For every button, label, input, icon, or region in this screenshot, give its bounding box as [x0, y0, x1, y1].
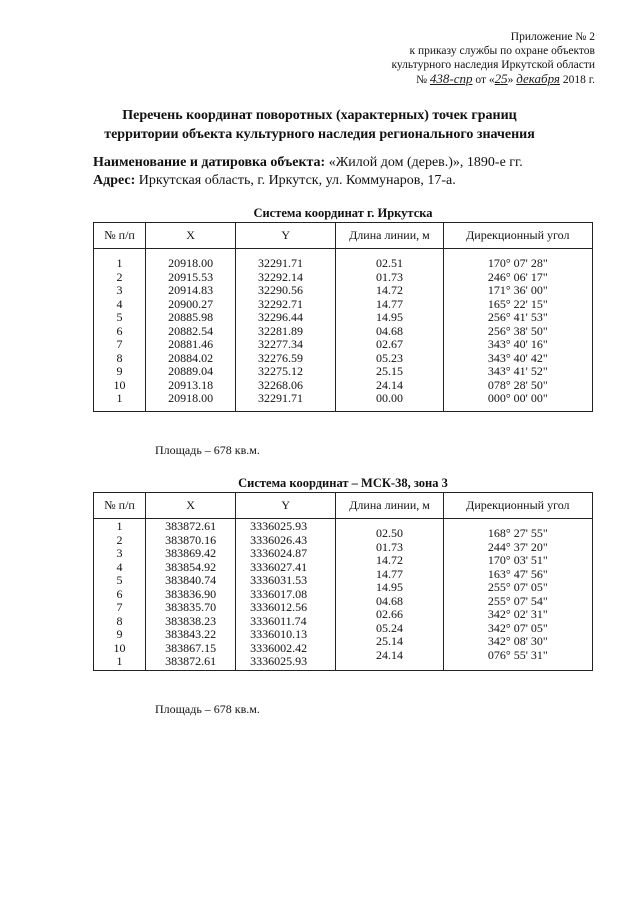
table-cell-x: 20885.98 [168, 310, 214, 324]
table-cell-angle: 168° 27' 55" [487, 526, 548, 540]
appendix-title: Приложение № 2 [510, 31, 595, 43]
table-cell-y: 32290.56 [258, 283, 304, 297]
table-cell-y: 3336002.42 [250, 640, 308, 655]
table-cell-x: 20900.27 [168, 296, 214, 311]
table-cell-n: 6 [116, 323, 123, 338]
table-cell-n: 4 [116, 559, 123, 574]
table-cell-y: 32296.44 [258, 310, 304, 324]
order-number: 438-спр [429, 71, 473, 86]
table-cell-x: 383835.70 [165, 600, 217, 614]
order-close-quote: » [507, 74, 514, 86]
table-cell-n: 1 [116, 256, 123, 270]
table-cell-n: 2 [116, 269, 123, 284]
table-cell-n: 5 [116, 573, 123, 587]
header-angle: Дирекционный угол [443, 493, 592, 519]
table-cell-n: 1 [116, 654, 123, 668]
table-cell-y: 32277.34 [258, 337, 304, 351]
col-angle-cell [443, 519, 592, 671]
table-cell-n: 4 [116, 296, 123, 311]
table-cell-length: 02.66 [376, 607, 404, 621]
table-cell-y: 3336031.53 [250, 573, 308, 587]
appendix-order-ref: к приказу службы по охране объектов [409, 45, 595, 57]
coordinates-table-msk38 [93, 492, 593, 671]
header-x: X [146, 493, 236, 519]
col-y-cell [236, 519, 336, 671]
col-x-cell [146, 249, 236, 412]
table-cell-angle: 244° 37' 20" [487, 539, 548, 554]
table-cell-length: 25.15 [375, 364, 403, 378]
table-cell-n: 10 [113, 640, 126, 655]
table-cell-n: 3 [116, 283, 123, 297]
table-cell-angle: 163° 47' 56" [487, 566, 548, 581]
header-number: № п/п [94, 493, 146, 519]
table-cell-angle: 170° 07' 28" [487, 256, 548, 270]
table-cell-length: 02.50 [376, 526, 404, 540]
object-name-line [93, 154, 523, 172]
table-cell-x: 20918.00 [168, 256, 214, 270]
table-cell-n: 6 [116, 586, 123, 601]
table-cell-angle: 000° 00' 00" [487, 391, 548, 405]
table1-area: Площадь – 678 кв.м. [155, 443, 260, 457]
table-cell-angle: 256° 38' 50" [487, 323, 548, 338]
table-cell-angle: 170° 03' 51" [487, 553, 548, 567]
table-cell-n: 9 [116, 627, 123, 641]
table-cell-x: 383840.74 [165, 573, 217, 587]
table-cell-x: 383854.92 [165, 559, 217, 574]
header-x: X [146, 223, 236, 249]
col-angle-cell [443, 249, 592, 412]
table-cell-y: 32291.71 [258, 256, 304, 270]
header-number: № п/п [94, 223, 146, 249]
table-cell-angle: 342° 07' 05" [487, 620, 548, 635]
table-cell-length: 24.14 [375, 377, 403, 392]
table-cell-y: 32292.14 [258, 269, 304, 284]
table-cell-y: 3336027.41 [250, 559, 308, 574]
table-cell-y: 3336012.56 [250, 600, 308, 614]
order-day: 25 [494, 71, 508, 86]
coordinates-table-irkutsk [93, 222, 593, 412]
object-address-label: Адрес: [93, 173, 136, 188]
table-cell-angle: 342° 08' 30" [487, 634, 548, 648]
table-cell-x: 383872.61 [165, 519, 217, 533]
order-number-prefix: № [416, 74, 428, 86]
table-cell-angle: 343° 41' 52" [487, 364, 548, 378]
table-cell-x: 383870.16 [165, 532, 217, 547]
object-address-value: Иркутская область, г. Иркутск, ул. Коммунаров, 17-а. [138, 173, 456, 188]
table-cell-x: 20884.02 [168, 350, 214, 365]
table-cell-length: 02.67 [375, 337, 403, 351]
table-cell-length: 04.68 [375, 323, 403, 338]
table-cell-length: 14.72 [375, 283, 403, 297]
table2-caption: Система координат – МСК-38, зона 3 [238, 476, 448, 490]
order-month: декабря [516, 71, 560, 86]
table-cell-x: 20918.00 [168, 391, 214, 405]
table-cell-x: 20913.18 [168, 377, 214, 392]
table-cell-n: 10 [113, 377, 126, 392]
table-cell-angle: 076° 55' 31" [487, 647, 548, 662]
object-address-line [93, 172, 523, 190]
table-cell-length: 05.23 [375, 350, 403, 365]
table-header-row [94, 223, 593, 249]
table-cell-x: 20889.04 [168, 364, 214, 378]
table-cell-y: 32275.12 [258, 364, 304, 378]
table-cell-y: 3336025.93 [250, 519, 308, 533]
table-cell-n: 9 [116, 364, 123, 378]
table-cell-y: 3336025.93 [250, 654, 308, 668]
table-cell-n: 8 [116, 613, 123, 628]
table-cell-y: 32292.71 [258, 296, 304, 311]
order-year: 2018 г. [562, 74, 595, 86]
table-cell-angle: 255° 07' 54" [487, 593, 548, 608]
table-cell-y: 3336010.13 [250, 627, 308, 641]
header-y: Y [236, 223, 336, 249]
table-cell-angle: 078° 28' 50" [487, 377, 548, 392]
table-cell-y: 32276.59 [258, 350, 304, 365]
table-cell-x: 383869.42 [165, 546, 217, 560]
appendix-block [392, 30, 596, 87]
table-cell-y: 3336017.08 [250, 586, 308, 601]
table-cell-length: 14.95 [375, 310, 403, 324]
header-length: Длина линии, м [336, 223, 443, 249]
table-cell-length: 25.14 [376, 634, 404, 648]
table-cell-angle: 246° 06' 17" [487, 269, 548, 284]
table-cell-x: 383872.61 [165, 654, 217, 668]
header-y: Y [236, 493, 336, 519]
table-cell-angle: 255° 07' 05" [487, 580, 548, 594]
table-cell-n: 7 [116, 600, 123, 614]
table-cell-x: 20914.83 [168, 283, 214, 297]
table-cell-n: 7 [116, 337, 123, 351]
table-cell-x: 383836.90 [165, 586, 217, 601]
col-y-cell [236, 249, 336, 412]
table-cell-x: 383838.23 [165, 613, 217, 628]
table-cell-x: 383843.22 [165, 627, 217, 641]
table-cell-n: 1 [116, 391, 123, 405]
table-cell-angle: 171° 36' 00" [487, 283, 548, 297]
table-cell-length: 04.68 [376, 593, 404, 608]
table-cell-x: 383867.15 [165, 640, 217, 655]
title-line-1: Перечень координат поворотных (характерных) точек границ [122, 108, 517, 123]
table-cell-n: 1 [116, 519, 123, 533]
table-cell-length: 14.77 [376, 566, 404, 581]
object-info [93, 154, 523, 190]
table-cell-length: 14.77 [375, 296, 403, 311]
table-cell-n: 3 [116, 546, 123, 560]
object-name-label: Наименование и датировка объекта: [93, 155, 326, 170]
table-cell-y: 32281.89 [258, 323, 304, 338]
appendix-order-line [392, 72, 596, 87]
table-cell-n: 2 [116, 532, 123, 547]
table-cell-length: 01.73 [375, 269, 403, 284]
table-cell-length: 14.72 [376, 553, 404, 567]
table-cell-y: 32268.06 [258, 377, 304, 392]
table-cell-x: 20881.46 [168, 337, 214, 351]
table-cell-n: 8 [116, 350, 123, 365]
appendix-agency: культурного наследия Иркутской области [391, 59, 595, 71]
table-body-row [94, 519, 593, 671]
table-cell-length: 00.00 [375, 391, 403, 405]
table-cell-length: 05.24 [376, 620, 404, 635]
col-x-cell [146, 519, 236, 671]
table2-area: Площадь – 678 кв.м. [155, 702, 260, 716]
order-from: от « [475, 74, 495, 86]
table-cell-x: 20882.54 [168, 323, 214, 338]
table-cell-length: 14.95 [376, 580, 404, 594]
header-length: Длина линии, м [336, 493, 443, 519]
col-number-cell [94, 249, 146, 412]
col-length-cell [336, 519, 443, 671]
col-length-cell [336, 249, 443, 412]
table-cell-length: 01.73 [376, 539, 404, 554]
col-number-cell [94, 519, 146, 671]
table-cell-y: 32291.71 [258, 391, 304, 405]
table-cell-n: 5 [116, 310, 123, 324]
table-cell-length: 24.14 [376, 647, 404, 662]
table-cell-angle: 343° 40' 16" [487, 337, 548, 351]
table-cell-angle: 256° 41' 53" [487, 310, 548, 324]
header-angle: Дирекционный угол [443, 223, 592, 249]
table-cell-y: 3336026.43 [250, 532, 308, 547]
table-cell-y: 3336024.87 [250, 546, 308, 560]
table-header-row [94, 493, 593, 519]
document-title [0, 106, 639, 144]
table-cell-x: 20915.53 [168, 269, 214, 284]
table1-caption: Система координат г. Иркутска [253, 206, 433, 220]
table-body-row [94, 249, 593, 412]
object-name-value: «Жилой дом (дерев.)», 1890-е гг. [328, 155, 523, 170]
title-line-2: территории объекта культурного наследия регионального значения [104, 127, 535, 142]
table-cell-angle: 343° 40' 42" [487, 350, 548, 365]
table-cell-y: 3336011.74 [250, 613, 307, 628]
table-cell-angle: 165° 22' 15" [487, 296, 548, 311]
table-cell-angle: 342° 02' 31" [487, 607, 548, 621]
table-cell-length: 02.51 [375, 256, 403, 270]
